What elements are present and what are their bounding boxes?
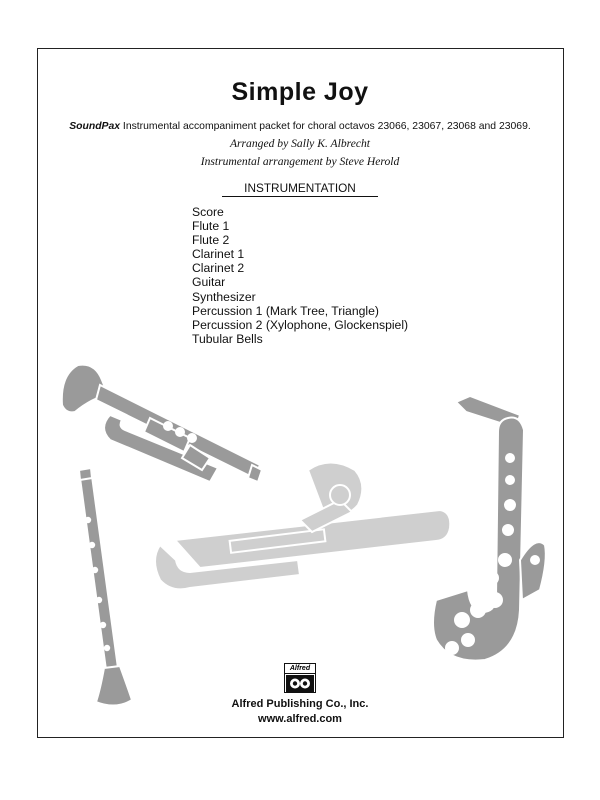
trumpet-icon [62,365,262,482]
instrument-item: Score [192,205,224,219]
publisher-website: www.alfred.com [258,713,342,725]
clarinet-icon [79,468,132,706]
instrumentation-heading-label: INSTRUMENTATION [222,181,378,197]
instrument-item: Percussion 2 (Xylophone, Glockenspiel) [192,317,409,332]
page-title: Simple Joy [231,78,369,106]
instrument-item: Tubular Bells [192,331,263,346]
instrument-item: Synthesizer [192,289,256,304]
trombone-icon [155,463,450,590]
instrument-item: Guitar [192,275,226,290]
description-text: Instrumental accompaniment packet for choral octavos 23066, 23067, 23068 and 23069. [120,121,531,132]
instrument-item: Clarinet 2 [192,261,245,276]
logo-emblem-icon [285,674,315,693]
instrumental-credit: Instrumental arrangement by Steve Herold [200,155,400,168]
alfred-logo [284,663,316,693]
instrument-item: Flute 1 [192,219,230,234]
soundpax-brand: SoundPax [69,121,121,132]
publisher-name: Alfred Publishing Co., Inc. [231,698,369,710]
instrument-item: Percussion 1 (Mark Tree, Triangle) [192,303,379,318]
logo-wordmark: Alfred [285,664,315,674]
instrument-item: Clarinet 1 [192,247,245,262]
instrument-item: Flute 2 [192,233,230,248]
arranger-credit: Arranged by Sally K. Albrecht [229,137,371,150]
